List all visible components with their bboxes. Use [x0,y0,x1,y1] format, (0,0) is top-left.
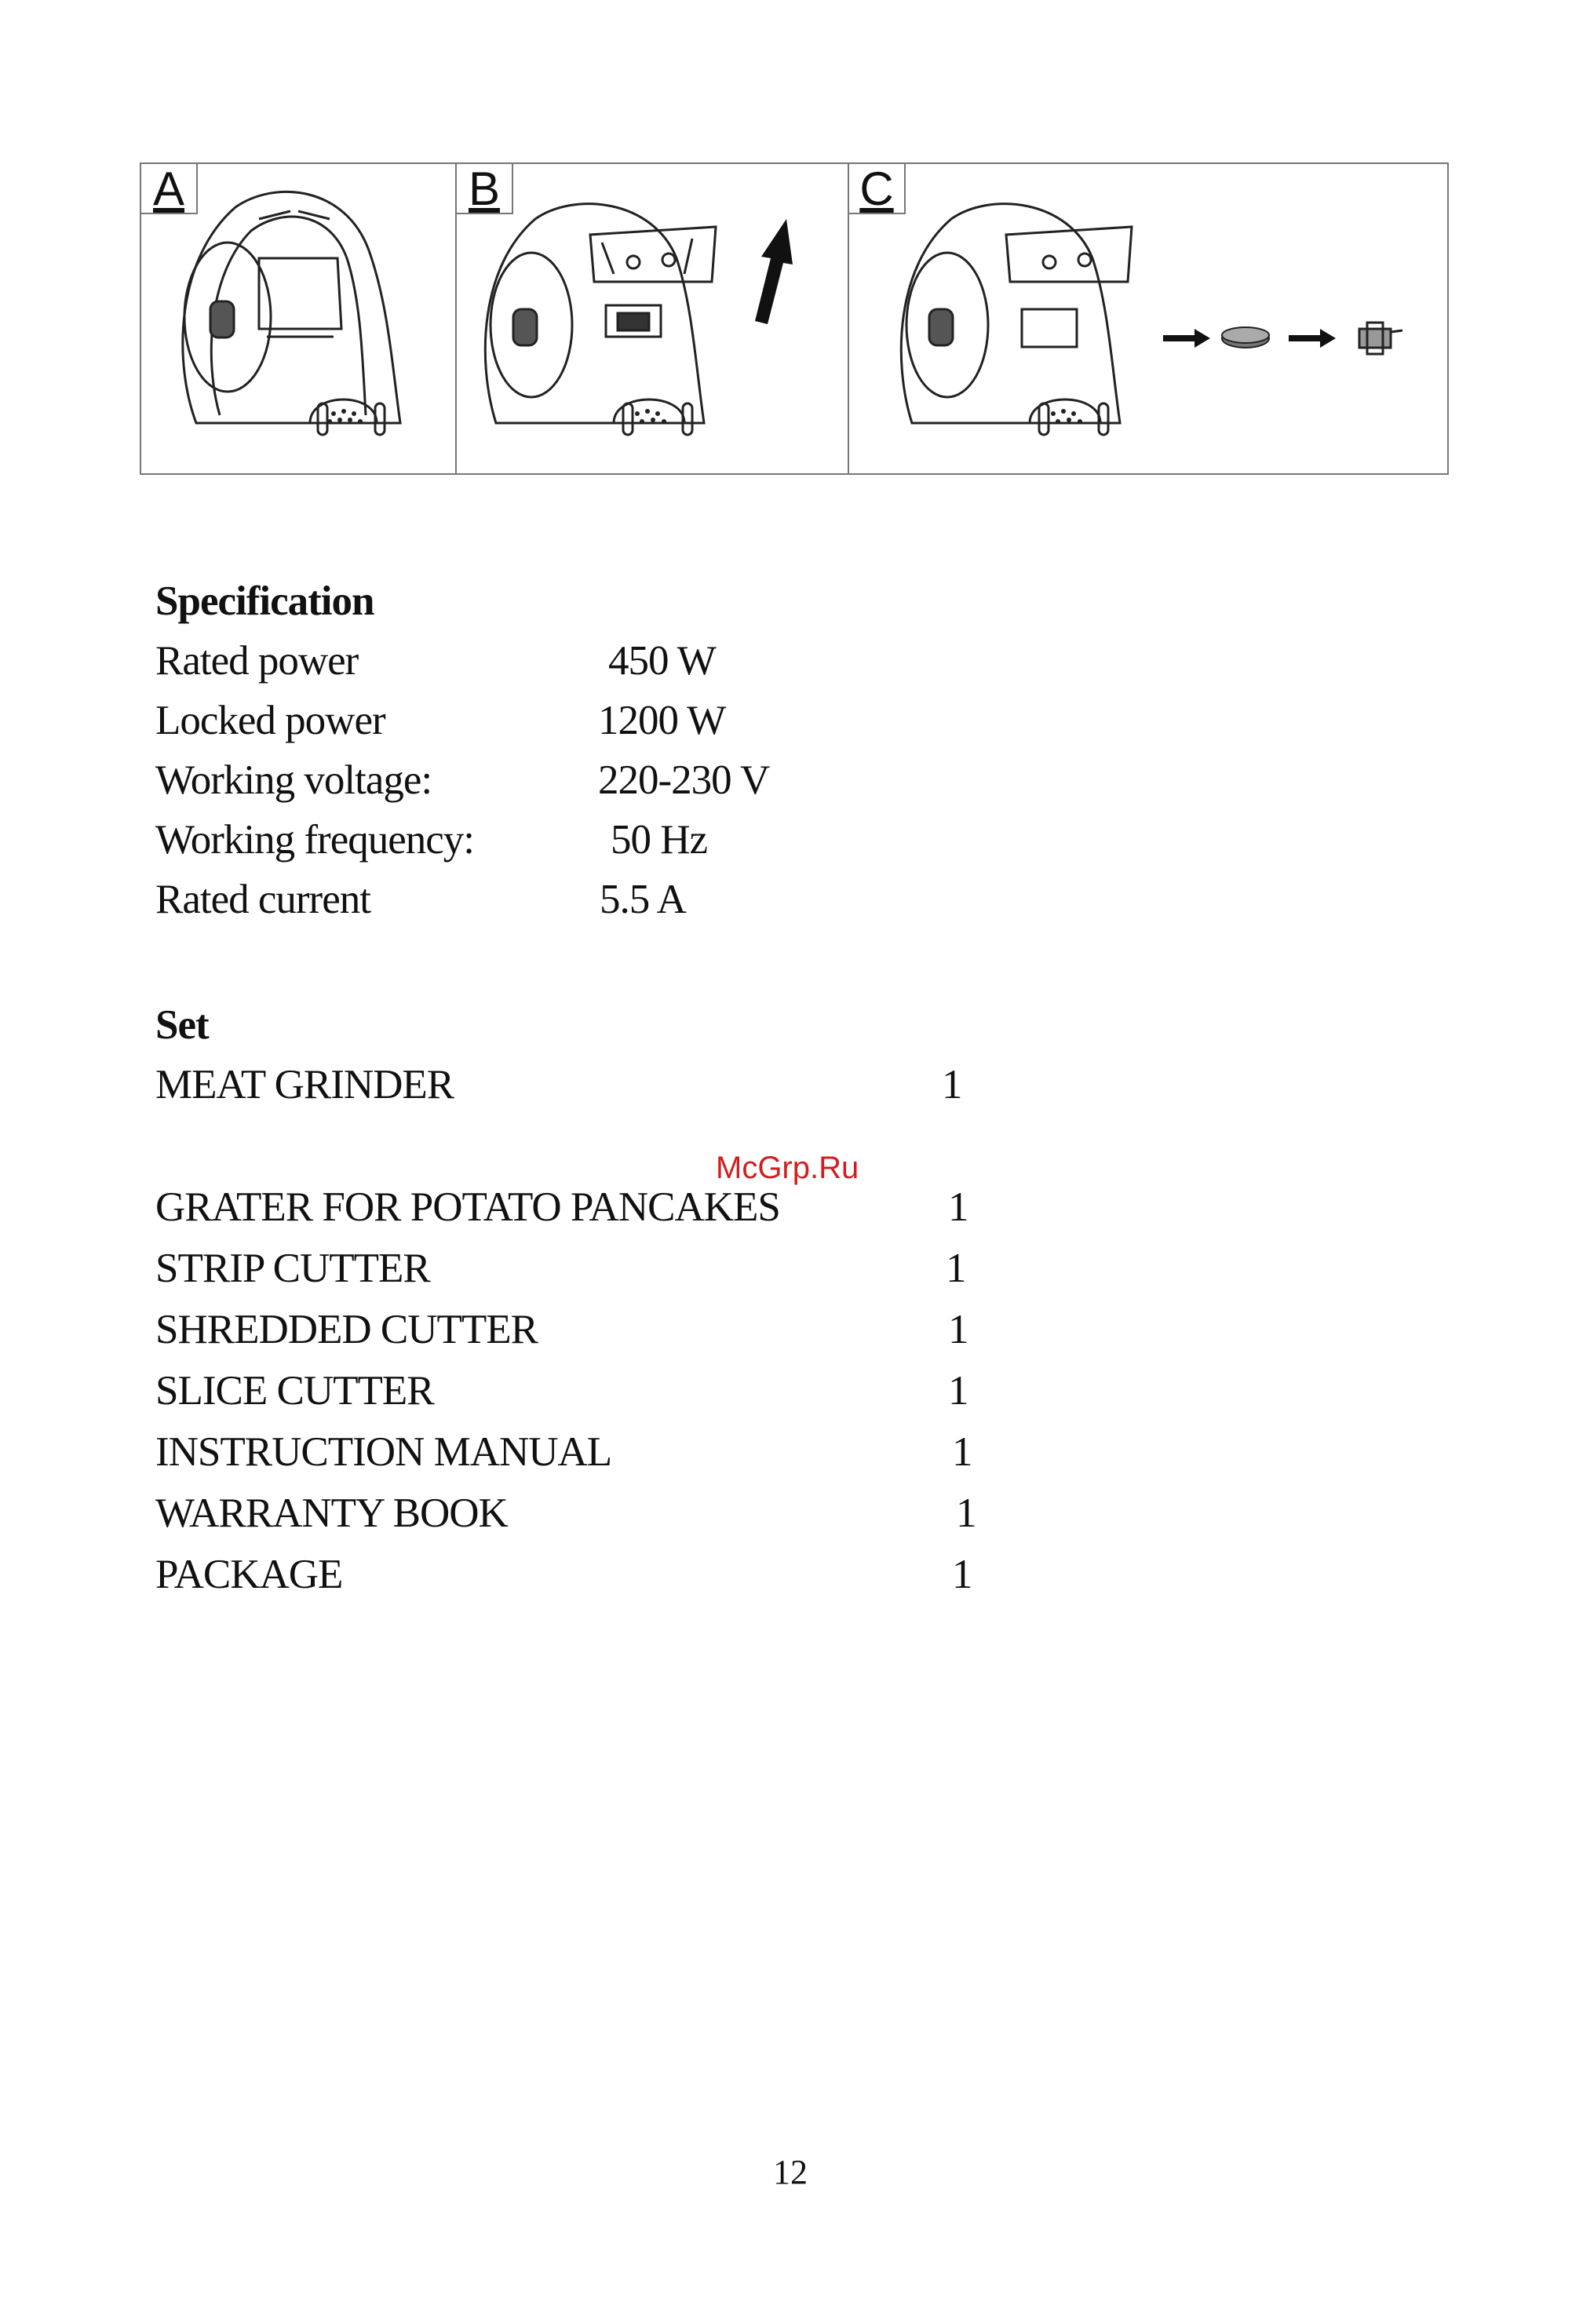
set-item-strip-cutter: STRIP CUTTER [155,1246,430,1291]
spec-label-rated-current: Rated current [155,877,370,922]
grinding-disc-icon [1222,327,1269,348]
set-item-warranty-book: WARRANTY BOOK [155,1490,508,1536]
spec-value-locked-power: 1200 W [598,698,726,743]
set-item-instruction-manual: INSTRUCTION MANUAL [155,1429,612,1475]
figure-panel-c [848,164,1447,473]
set-item-shredded-cutter: SHREDDED CUTTER [155,1307,538,1352]
specification-heading: Specification [155,578,374,624]
page-number: 12 [773,2153,808,2191]
appliance-illustration-b [457,164,849,473]
cutter-blade-icon [1359,323,1402,354]
arrow-right-icon [1163,329,1210,348]
set-qty-instruction-manual: 1 [952,1429,972,1475]
appliance-illustration-c [849,164,1449,473]
set-item-slice-cutter: SLICE CUTTER [155,1368,434,1414]
spec-label-locked-power: Locked power [155,698,385,743]
spec-label-rated-power: Rated power [155,638,359,684]
spec-value-rated-current: 5.5 A [600,877,686,922]
spec-value-working-frequency: 50 Hz [611,817,708,863]
panel-letter-c: C [849,164,906,214]
spec-value-working-voltage: 220-230 V [598,757,770,803]
set-item-package: PACKAGE [155,1552,343,1597]
set-qty-slice-cutter: 1 [948,1368,968,1414]
spec-label-working-voltage: Working voltage: [155,757,432,803]
arrow-up-icon [755,219,793,324]
panel-letter-a: A [141,164,198,214]
set-item-grater: GRATER FOR POTATO PANCAKES [155,1184,780,1230]
panel-letter-b: B [457,164,513,214]
figure-panel-a [141,164,455,473]
set-qty-meat-grinder: 1 [942,1062,962,1107]
spec-value-rated-power: 450 W [608,638,716,684]
spec-label-working-frequency: Working frequency: [155,817,474,863]
assembly-figure [140,162,1449,475]
watermark: McGrp.Ru [716,1151,859,1185]
set-qty-strip-cutter: 1 [946,1246,966,1291]
set-qty-shredded-cutter: 1 [948,1307,968,1352]
set-qty-warranty-book: 1 [956,1490,976,1536]
set-heading: Set [155,1002,209,1048]
set-item-meat-grinder: MEAT GRINDER [155,1062,454,1107]
figure-panel-b [455,164,848,473]
arrow-right-icon [1289,329,1336,348]
set-qty-grater: 1 [948,1184,968,1230]
set-qty-package: 1 [952,1552,972,1597]
